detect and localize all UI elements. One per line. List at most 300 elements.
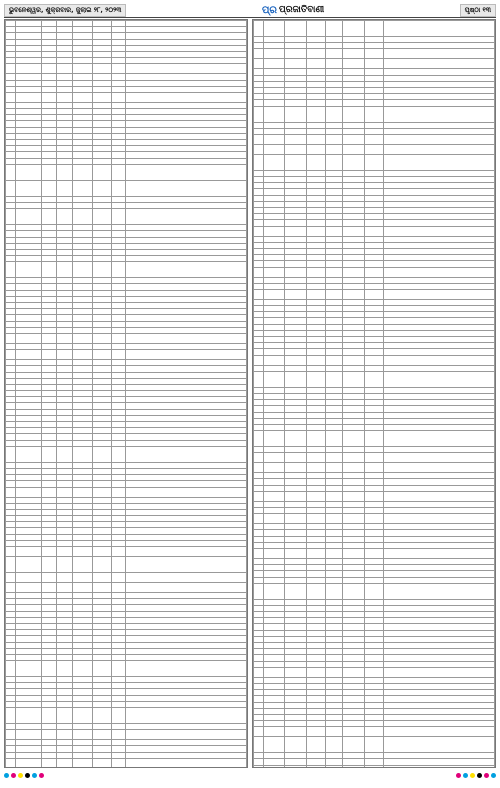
- page-number: ପୃଷ୍ଠା ୧୩: [460, 4, 496, 17]
- table-cell: [263, 737, 285, 753]
- table-cell: [326, 267, 343, 277]
- table-cell: [384, 154, 495, 170]
- table-cell: [263, 267, 285, 277]
- table-cell: [126, 708, 247, 724]
- notice-table-right: [253, 20, 495, 768]
- table-row: [6, 446, 247, 462]
- table-cell: [92, 180, 111, 196]
- table-cell: [92, 661, 111, 677]
- table-cell: [6, 547, 16, 557]
- table-cell: [15, 333, 42, 343]
- table-cell: [126, 758, 247, 768]
- table-row: [254, 59, 495, 69]
- table-cell: [285, 453, 307, 463]
- table-row: [254, 355, 495, 365]
- notice-table-left: [5, 20, 247, 768]
- masthead-divider: [4, 17, 496, 18]
- table-cell: [307, 727, 326, 737]
- table-cell: [263, 463, 285, 473]
- table-cell: [73, 209, 92, 225]
- table-cell: [307, 49, 326, 59]
- table-cell: [343, 583, 365, 599]
- table-cell: [15, 180, 42, 196]
- table-cell: [326, 737, 343, 753]
- table-cell: [364, 106, 383, 122]
- table-cell: [15, 350, 42, 360]
- table-cell: [364, 267, 383, 277]
- table-cell: [111, 446, 125, 462]
- table-cell: [6, 557, 16, 573]
- table-cell: [126, 164, 247, 180]
- table-cell: [343, 106, 365, 122]
- table-cell: [15, 730, 42, 740]
- table-cell: [42, 557, 56, 573]
- table-cell: [285, 59, 307, 69]
- table-cell: [15, 487, 42, 497]
- table-cell: [307, 355, 326, 365]
- table-cell: [343, 144, 365, 154]
- table-cell: [92, 730, 111, 740]
- table-cell: [56, 92, 73, 102]
- table-cell: [384, 548, 495, 558]
- table-cell: [254, 765, 264, 768]
- table-row: [254, 154, 495, 170]
- table-cell: [254, 371, 264, 387]
- table-cell: [73, 583, 92, 593]
- table-cell: [42, 661, 56, 677]
- table-cell: [42, 583, 56, 593]
- table-cell: [364, 453, 383, 463]
- table-cell: [56, 64, 73, 74]
- table-cell: [42, 446, 56, 462]
- table-row: [254, 106, 495, 122]
- color-swatch: [18, 773, 23, 778]
- table-cell: [307, 134, 326, 144]
- table-cell: [307, 548, 326, 558]
- table-cell: [384, 106, 495, 122]
- table-cell: [343, 667, 365, 677]
- color-swatch: [470, 773, 475, 778]
- table-cell: [56, 487, 73, 497]
- table-row: [6, 209, 247, 225]
- table-cell: [285, 134, 307, 144]
- table-cell: [92, 350, 111, 360]
- table-cell: [6, 661, 16, 677]
- table-cell: [307, 106, 326, 122]
- table-cell: [263, 226, 285, 236]
- table-cell: [254, 154, 264, 170]
- table-cell: [326, 667, 343, 677]
- table-row: [254, 737, 495, 753]
- notice-column-left: [4, 19, 248, 768]
- table-cell: [56, 333, 73, 343]
- table-cell: [343, 226, 365, 236]
- table-cell: [42, 487, 56, 497]
- table-cell: [111, 92, 125, 102]
- table-cell: [126, 557, 247, 573]
- table-cell: [285, 737, 307, 753]
- table-cell: [364, 737, 383, 753]
- table-cell: [6, 209, 16, 225]
- table-cell: [15, 64, 42, 74]
- table-row: [6, 333, 247, 343]
- table-cell: [111, 583, 125, 593]
- table-row: [6, 758, 247, 768]
- table-cell: [307, 59, 326, 69]
- table-cell: [384, 431, 495, 447]
- table-cell: [326, 463, 343, 473]
- table-cell: [111, 180, 125, 196]
- table-cell: [111, 730, 125, 740]
- table-cell: [126, 487, 247, 497]
- table-cell: [326, 371, 343, 387]
- table-cell: [15, 661, 42, 677]
- table-cell: [6, 262, 16, 278]
- newspaper-brand: [262, 5, 324, 16]
- table-cell: [263, 453, 285, 463]
- table-cell: [254, 106, 264, 122]
- newspaper-logo: ପ୍ର: [261, 4, 278, 16]
- table-cell: [111, 547, 125, 557]
- table-cell: [384, 49, 495, 59]
- table-cell: [111, 164, 125, 180]
- table-row: [6, 180, 247, 196]
- table-cell: [343, 289, 365, 299]
- table-cell: [285, 514, 307, 524]
- table-cell: [307, 289, 326, 299]
- table-cell: [343, 21, 365, 37]
- table-cell: [254, 289, 264, 299]
- table-cell: [364, 548, 383, 558]
- table-cell: [364, 491, 383, 501]
- table-cell: [384, 453, 495, 463]
- registration-marks: [4, 772, 496, 778]
- table-cell: [73, 446, 92, 462]
- table-cell: [384, 59, 495, 69]
- table-cell: [343, 134, 365, 144]
- table-cell: [364, 727, 383, 737]
- table-cell: [73, 180, 92, 196]
- table-cell: [384, 583, 495, 599]
- table-cell: [285, 21, 307, 37]
- table-cell: [326, 289, 343, 299]
- table-cell: [254, 431, 264, 447]
- table-cell: [56, 730, 73, 740]
- table-cell: [326, 548, 343, 558]
- table-cell: [56, 661, 73, 677]
- table-cell: [364, 59, 383, 69]
- table-row: [254, 667, 495, 677]
- table-cell: [254, 548, 264, 558]
- table-cell: [254, 453, 264, 463]
- table-cell: [42, 730, 56, 740]
- table-cell: [126, 180, 247, 196]
- table-row: [6, 164, 247, 180]
- table-cell: [15, 758, 42, 768]
- table-cell: [285, 289, 307, 299]
- table-row: [254, 583, 495, 599]
- table-cell: [42, 708, 56, 724]
- table-cell: [111, 64, 125, 74]
- table-cell: [6, 583, 16, 593]
- table-cell: [42, 350, 56, 360]
- table-cell: [285, 431, 307, 447]
- table-cell: [56, 583, 73, 593]
- table-cell: [56, 557, 73, 573]
- table-row: [254, 134, 495, 144]
- table-row: [6, 708, 247, 724]
- table-cell: [326, 154, 343, 170]
- color-swatch: [484, 773, 489, 778]
- table-cell: [384, 737, 495, 753]
- table-cell: [343, 59, 365, 69]
- table-cell: [343, 737, 365, 753]
- table-cell: [285, 144, 307, 154]
- table-cell: [92, 583, 111, 593]
- table-cell: [326, 491, 343, 501]
- table-row: [254, 431, 495, 447]
- table-cell: [6, 758, 16, 768]
- table-cell: [343, 463, 365, 473]
- color-swatch: [32, 773, 37, 778]
- table-row: [254, 371, 495, 387]
- table-cell: [42, 262, 56, 278]
- table-cell: [42, 547, 56, 557]
- table-cell: [92, 164, 111, 180]
- table-cell: [42, 333, 56, 343]
- table-cell: [263, 134, 285, 144]
- table-cell: [126, 262, 247, 278]
- table-cell: [285, 667, 307, 677]
- table-cell: [15, 708, 42, 724]
- table-cell: [73, 64, 92, 74]
- table-cell: [343, 727, 365, 737]
- table-cell: [111, 758, 125, 768]
- table-cell: [73, 487, 92, 497]
- table-cell: [111, 350, 125, 360]
- table-cell: [42, 180, 56, 196]
- table-cell: [254, 49, 264, 59]
- table-row: [254, 21, 495, 37]
- table-cell: [307, 21, 326, 37]
- table-cell: [111, 487, 125, 497]
- table-cell: [364, 765, 383, 768]
- table-cell: [6, 92, 16, 102]
- table-cell: [364, 371, 383, 387]
- table-cell: [126, 547, 247, 557]
- table-cell: [285, 548, 307, 558]
- table-cell: [285, 154, 307, 170]
- table-cell: [56, 350, 73, 360]
- table-row: [6, 487, 247, 497]
- table-cell: [384, 144, 495, 154]
- table-cell: [285, 106, 307, 122]
- table-row: [6, 64, 247, 74]
- table-cell: [263, 583, 285, 599]
- table-cell: [92, 487, 111, 497]
- table-cell: [384, 765, 495, 768]
- table-cell: [307, 737, 326, 753]
- table-row: [254, 144, 495, 154]
- table-cell: [254, 59, 264, 69]
- table-cell: [364, 289, 383, 299]
- table-cell: [263, 548, 285, 558]
- table-cell: [73, 333, 92, 343]
- table-cell: [15, 446, 42, 462]
- table-cell: [254, 737, 264, 753]
- table-cell: [307, 463, 326, 473]
- table-cell: [263, 21, 285, 37]
- table-cell: [42, 758, 56, 768]
- table-cell: [343, 453, 365, 463]
- table-cell: [56, 262, 73, 278]
- table-cell: [307, 667, 326, 677]
- dateline: ଭୁବନେଶ୍ୱର, ଶୁକ୍ରବାର, ଜୁଲାଇ ୨୮, ୨୦୨୩: [4, 4, 126, 17]
- table-cell: [92, 557, 111, 573]
- table-cell: [364, 355, 383, 365]
- table-cell: [326, 355, 343, 365]
- table-cell: [364, 134, 383, 144]
- table-cell: [15, 209, 42, 225]
- table-cell: [343, 431, 365, 447]
- table-cell: [126, 446, 247, 462]
- table-cell: [307, 583, 326, 599]
- table-cell: [56, 573, 73, 583]
- table-cell: [15, 557, 42, 573]
- table-row: [254, 727, 495, 737]
- table-cell: [263, 727, 285, 737]
- table-cell: [254, 267, 264, 277]
- table-cell: [343, 355, 365, 365]
- table-cell: [364, 514, 383, 524]
- table-cell: [285, 583, 307, 599]
- table-cell: [73, 758, 92, 768]
- table-cell: [384, 289, 495, 299]
- table-cell: [126, 661, 247, 677]
- color-swatch: [11, 773, 16, 778]
- table-cell: [263, 765, 285, 768]
- table-cell: [263, 514, 285, 524]
- color-swatch: [463, 773, 468, 778]
- table-cell: [254, 144, 264, 154]
- table-cell: [126, 573, 247, 583]
- table-cell: [42, 92, 56, 102]
- table-cell: [73, 350, 92, 360]
- table-cell: [263, 144, 285, 154]
- table-row: [254, 289, 495, 299]
- table-cell: [326, 727, 343, 737]
- table-cell: [384, 727, 495, 737]
- table-cell: [285, 491, 307, 501]
- table-cell: [6, 180, 16, 196]
- table-cell: [126, 333, 247, 343]
- table-row: [6, 583, 247, 593]
- table-cell: [364, 21, 383, 37]
- table-cell: [343, 154, 365, 170]
- table-row: [6, 661, 247, 677]
- table-cell: [126, 350, 247, 360]
- table-cell: [263, 667, 285, 677]
- table-cell: [92, 64, 111, 74]
- table-cell: [285, 371, 307, 387]
- table-cell: [92, 262, 111, 278]
- table-cell: [92, 209, 111, 225]
- table-cell: [73, 547, 92, 557]
- table-row: [6, 92, 247, 102]
- table-cell: [92, 446, 111, 462]
- table-cell: [92, 333, 111, 343]
- table-cell: [92, 547, 111, 557]
- table-cell: [42, 209, 56, 225]
- table-cell: [343, 514, 365, 524]
- table-cell: [285, 727, 307, 737]
- table-cell: [126, 583, 247, 593]
- table-cell: [307, 267, 326, 277]
- table-cell: [285, 267, 307, 277]
- table-row: [254, 226, 495, 236]
- table-cell: [254, 583, 264, 599]
- table-cell: [126, 64, 247, 74]
- table-cell: [364, 226, 383, 236]
- table-cell: [73, 92, 92, 102]
- table-row: [254, 463, 495, 473]
- table-cell: [254, 21, 264, 37]
- table-cell: [92, 758, 111, 768]
- table-cell: [364, 667, 383, 677]
- table-cell: [307, 154, 326, 170]
- table-cell: [326, 431, 343, 447]
- table-cell: [6, 708, 16, 724]
- table-row: [254, 765, 495, 768]
- table-cell: [307, 514, 326, 524]
- table-cell: [92, 92, 111, 102]
- table-cell: [326, 21, 343, 37]
- table-cell: [254, 226, 264, 236]
- table-cell: [364, 49, 383, 59]
- table-cell: [56, 180, 73, 196]
- table-cell: [285, 463, 307, 473]
- table-cell: [111, 708, 125, 724]
- table-cell: [254, 667, 264, 677]
- table-cell: [15, 262, 42, 278]
- table-cell: [73, 557, 92, 573]
- table-cell: [42, 64, 56, 74]
- table-cell: [42, 573, 56, 583]
- table-cell: [73, 730, 92, 740]
- table-cell: [6, 64, 16, 74]
- table-cell: [6, 164, 16, 180]
- table-cell: [254, 134, 264, 144]
- table-cell: [384, 355, 495, 365]
- table-cell: [326, 514, 343, 524]
- table-row: [6, 262, 247, 278]
- table-cell: [56, 758, 73, 768]
- table-cell: [56, 209, 73, 225]
- table-row: [6, 547, 247, 557]
- table-cell: [111, 661, 125, 677]
- table-row: [6, 350, 247, 360]
- table-cell: [307, 453, 326, 463]
- table-cell: [384, 226, 495, 236]
- table-cell: [56, 164, 73, 180]
- table-cell: [263, 49, 285, 59]
- table-cell: [6, 446, 16, 462]
- table-cell: [15, 164, 42, 180]
- table-cell: [111, 573, 125, 583]
- table-cell: [326, 49, 343, 59]
- table-cell: [6, 487, 16, 497]
- table-cell: [343, 548, 365, 558]
